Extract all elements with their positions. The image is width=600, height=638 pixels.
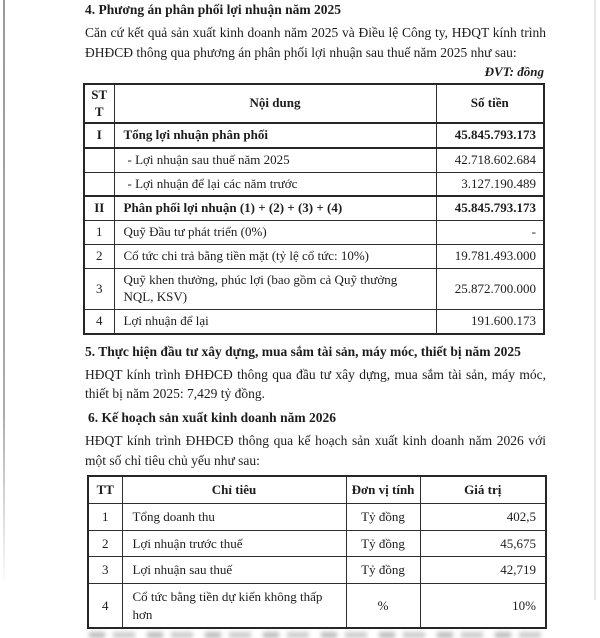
business-plan-table <box>87 475 547 629</box>
table-row <box>84 309 544 333</box>
section4-paragraph: Căn cứ kết quả sản xuất kinh doanh năm 2025 và Điều lệ Công ty, HĐQT kính trình ĐHĐCĐ thông qua phương án phân phối lợi nhuận sau thuế năm 2025 như sau: <box>85 24 546 60</box>
cell-stt: 1 <box>84 221 114 245</box>
cell-so-tien: 25.872.700.000 <box>436 269 544 310</box>
section6-paragraph: HĐQT kính trình ĐHĐCĐ thông qua kế hoạch sản xuất kinh doanh năm 2026 với một số chỉ tiêu chủ yếu như sau: <box>85 432 546 468</box>
cell-chi-tieu: Lợi nhuận trước thuế <box>122 530 346 557</box>
cell-stt: 3 <box>84 269 114 310</box>
cell-gia-tri: 45,675 <box>420 530 546 557</box>
header-gia-tri: Giá trị <box>420 476 546 504</box>
cell-gia-tri: 42,719 <box>420 557 546 584</box>
section5-heading: 5. Thực hiện đầu tư xây dựng, mua sắm tài sản, máy móc, thiết bị năm 2025 <box>85 343 521 359</box>
section4-heading: 4. Phương án phân phối lợi nhuận năm 2025 <box>85 2 342 17</box>
scan-page-edge-right <box>594 0 596 600</box>
table-row <box>88 584 546 629</box>
cell-so-tien: 191.600.173 <box>436 309 544 333</box>
cell-noi-dung: Tổng lợi nhuận phân phối <box>114 123 436 148</box>
cell-stt: 4 <box>84 309 114 333</box>
cell-noi-dung: Cổ tức chi trả bằng tiền mặt (tỷ lệ cổ tức: 10%) <box>114 245 436 269</box>
cell-stt: I <box>84 123 114 148</box>
section5-paragraph: HĐQT kính trình ĐHĐCĐ thông qua đầu tư xây dựng, mua sắm tài sản, máy móc, thiết bị năm 2025: 7,429 tỷ đồng. <box>85 366 546 402</box>
cell-so-tien: 42.718.602.684 <box>436 148 544 172</box>
cell-so-tien: - <box>436 221 544 245</box>
cell-chi-tieu: Tổng doanh thu <box>122 504 346 531</box>
cell-so-tien: 45.845.793.173 <box>436 123 544 148</box>
profit-distribution-table <box>83 83 545 335</box>
table-row <box>84 123 544 148</box>
section6-heading: 6. Kế hoạch sản xuất kinh doanh năm 2026 <box>88 410 336 426</box>
cell-noi-dung: Lợi nhuận để lại <box>114 309 436 333</box>
cell-gia-tri: 10% <box>420 584 546 629</box>
header-so-tien: Số tiền <box>436 84 544 123</box>
cell-noi-dung: - Lợi nhuận sau thuế năm 2025 <box>114 148 436 172</box>
table-header-row <box>88 476 546 504</box>
table-row <box>84 172 544 196</box>
cell-tt: 2 <box>88 530 122 557</box>
header-chi-tieu: Chỉ tiêu <box>122 476 346 504</box>
cell-stt: II <box>84 196 114 220</box>
table-row <box>84 269 544 310</box>
table-row <box>88 530 546 557</box>
cell-noi-dung: Quỹ khen thưởng, phúc lợi (bao gồm cả Quỹ thưởng NQL, KSV) <box>114 269 436 310</box>
cell-stt <box>84 172 114 196</box>
cell-noi-dung: - Lợi nhuận để lại các năm trước <box>114 172 436 196</box>
cell-so-tien: 3.127.190.489 <box>436 172 544 196</box>
header-stt: STT <box>84 84 114 123</box>
cell-noi-dung: Phân phối lợi nhuận (1) + (2) + (3) + (4) <box>114 196 436 220</box>
table-row <box>84 148 544 172</box>
cell-chi-tieu: Cổ tức bằng tiền dự kiến không thấp hơn <box>122 584 346 629</box>
cell-so-tien: 45.845.793.173 <box>436 196 544 220</box>
cell-don-vi-tinh: % <box>346 584 420 629</box>
header-tt: TT <box>88 476 122 504</box>
scan-page-edge-left <box>3 0 5 588</box>
cell-noi-dung: Quỹ Đầu tư phát triển (0%) <box>114 221 436 245</box>
unit-note: ĐVT: đồng <box>484 64 544 80</box>
header-don-vi-tinh: Đơn vị tính <box>346 476 420 504</box>
cell-chi-tieu: Lợi nhuận sau thuế <box>122 557 346 584</box>
cell-tt: 1 <box>88 504 122 531</box>
cell-so-tien: 19.781.493.000 <box>436 245 544 269</box>
cell-gia-tri: 402,5 <box>420 504 546 531</box>
cut-off-text-blur <box>89 632 541 638</box>
cell-stt <box>84 148 114 172</box>
cell-tt: 4 <box>88 584 122 629</box>
cell-don-vi-tinh: Tỷ đồng <box>346 504 420 531</box>
cell-don-vi-tinh: Tỷ đồng <box>346 557 420 584</box>
table-row <box>88 557 546 584</box>
document-content <box>85 2 546 638</box>
table-row <box>84 221 544 245</box>
table-header-row <box>84 84 544 123</box>
cell-tt: 3 <box>88 557 122 584</box>
cell-don-vi-tinh: Tỷ đồng <box>346 530 420 557</box>
table-row <box>84 245 544 269</box>
cell-stt: 2 <box>84 245 114 269</box>
header-noi-dung: Nội dung <box>114 84 436 123</box>
table-row <box>84 196 544 220</box>
table-row <box>88 504 546 531</box>
